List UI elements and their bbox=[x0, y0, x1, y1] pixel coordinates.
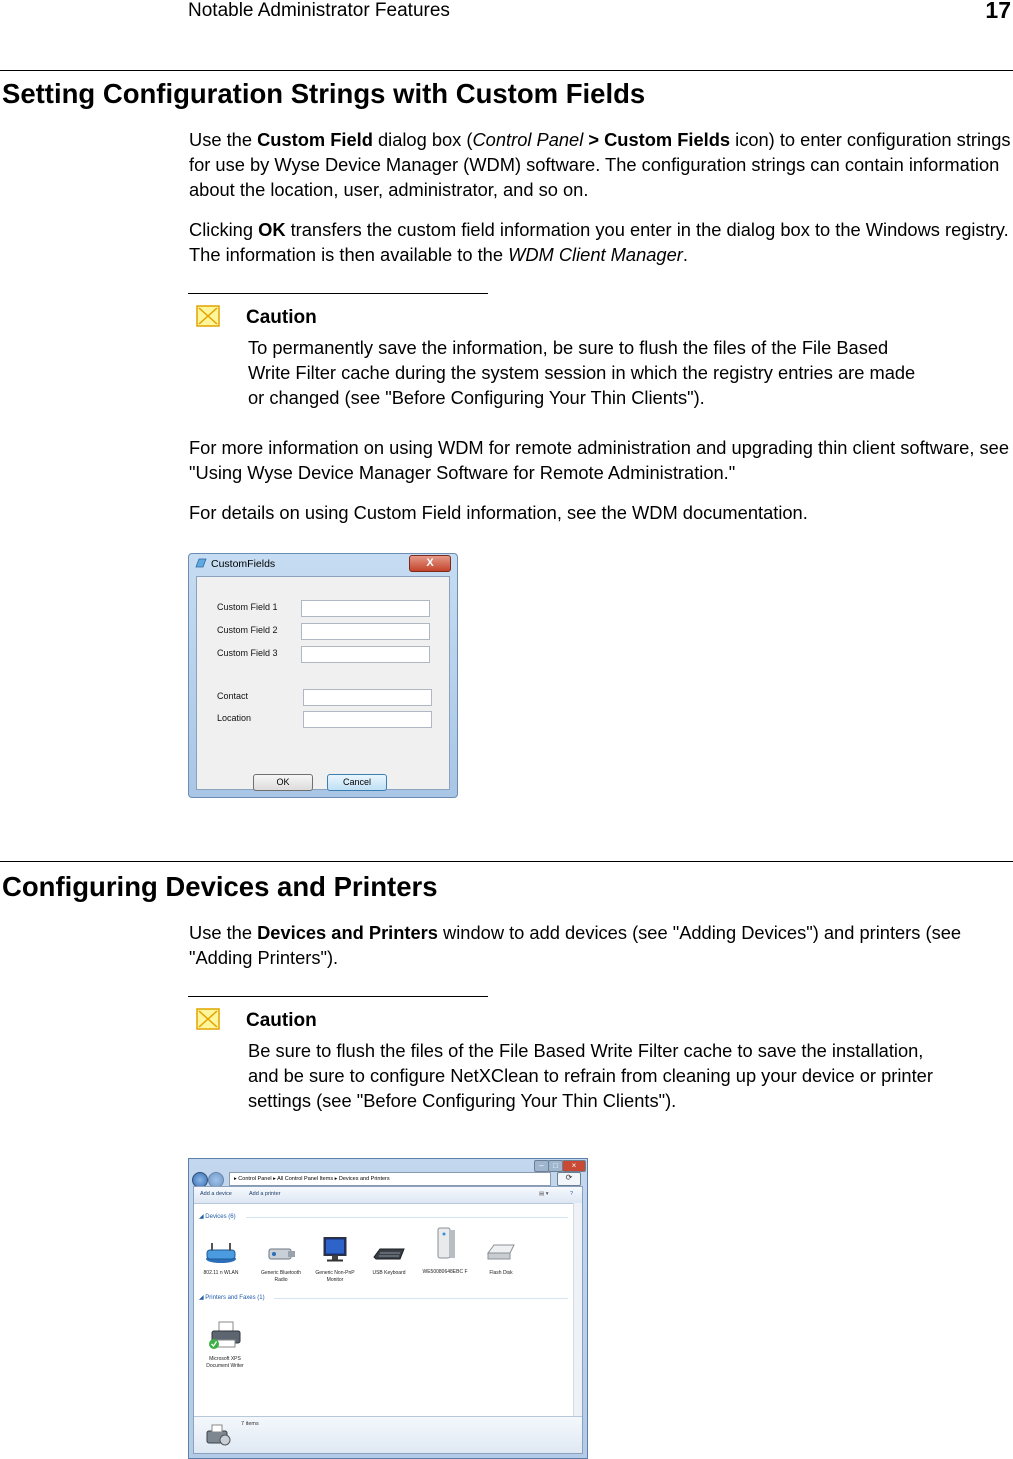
add-device-button[interactable]: Add a device bbox=[200, 1191, 232, 1197]
address-bar[interactable]: ▸ Control Panel ▸ All Control Panel Items ▸ Devices and Printers bbox=[229, 1172, 551, 1186]
status-bar bbox=[194, 1416, 582, 1453]
device-label: 802.11 n WLAN bbox=[203, 1270, 239, 1276]
printer-icon bbox=[208, 1319, 242, 1351]
caution-text: To permanently save the information, be sure to flush the files of the File Based Write Filter cache during the system session in which the registry entries are made or changed (see "Before Configuring Your Thin Clients"). bbox=[248, 337, 916, 408]
devices-printers-icon bbox=[204, 1421, 232, 1449]
field-label-contact: Contact bbox=[217, 691, 249, 701]
paragraph-wdm-docs: For details on using Custom Field information, see the WDM documentation. bbox=[189, 502, 808, 523]
command-bar bbox=[194, 1187, 582, 1204]
device-usb-keyboard[interactable] bbox=[366, 1239, 412, 1277]
flash-disk-icon bbox=[484, 1239, 518, 1265]
item-count: 7 items bbox=[241, 1421, 259, 1427]
dialog-title bbox=[195, 558, 275, 570]
text-run: icon) to enter configuration strings for use by Wyse Device Manager (WDM) software. The configuration strings can contain information about the location, user, administrator, and so on. bbox=[189, 129, 1011, 200]
custom-field-3-input[interactable] bbox=[301, 646, 430, 663]
keyboard-icon bbox=[372, 1239, 406, 1265]
custom-field-1-input[interactable] bbox=[301, 600, 430, 617]
device-monitor[interactable] bbox=[312, 1234, 358, 1284]
text-run-italic: WDM Client Manager bbox=[508, 244, 683, 265]
paragraph-devices-intro bbox=[189, 920, 1011, 970]
paragraph-wdm-info: For more information on using WDM for remote administration and upgrading thin client software, see "Using Wyse Device Manager Software for Remote Administration." bbox=[189, 437, 1009, 483]
devices-group-label: Devices (6) bbox=[205, 1214, 236, 1220]
caution-label: Caution bbox=[246, 1010, 317, 1031]
router-icon bbox=[204, 1239, 238, 1265]
caution-label: Caution bbox=[246, 307, 317, 328]
printer-label: Microsoft XPS Document Writer bbox=[206, 1356, 244, 1369]
device-label: Generic Bluetooth Radio bbox=[260, 1270, 302, 1283]
cancel-button[interactable]: Cancel bbox=[327, 774, 387, 791]
text-run: transfers the custom field information you enter in the dialog box to the Windows registry. The information is then available to the bbox=[189, 219, 1009, 265]
contact-input[interactable] bbox=[303, 689, 432, 706]
group-divider bbox=[246, 1217, 568, 1218]
add-printer-button[interactable]: Add a printer bbox=[249, 1191, 281, 1197]
monitor-icon bbox=[318, 1234, 352, 1265]
paragraph-custom-field-intro bbox=[189, 127, 1011, 202]
custom-field-2-input[interactable] bbox=[301, 623, 430, 640]
field-label-custom-2: Custom Field 2 bbox=[217, 625, 278, 635]
device-bluetooth[interactable] bbox=[258, 1239, 304, 1284]
minimize-button[interactable]: – bbox=[534, 1160, 549, 1172]
section-divider bbox=[0, 70, 1013, 71]
running-header-title: Notable Administrator Features bbox=[188, 0, 450, 21]
caution-icon bbox=[196, 305, 220, 327]
device-flash-disk[interactable] bbox=[478, 1239, 524, 1277]
caution-rule bbox=[188, 293, 488, 294]
device-thin-client[interactable] bbox=[422, 1224, 468, 1276]
dialog-title-text: CustomFields bbox=[211, 558, 276, 570]
text-run-bold: OK bbox=[258, 219, 286, 240]
text-run: Use the bbox=[189, 129, 258, 150]
text-run-italic: Control Panel bbox=[472, 129, 584, 150]
window-content bbox=[193, 1186, 583, 1454]
text-run: . bbox=[682, 244, 688, 265]
device-label: Generic Non-PnP Monitor bbox=[315, 1270, 355, 1283]
dialog-body bbox=[196, 576, 450, 790]
ok-button[interactable]: OK bbox=[253, 774, 313, 791]
devices-and-printers-window bbox=[188, 1158, 588, 1459]
help-icon[interactable]: ? bbox=[570, 1191, 574, 1197]
devices-group-header[interactable]: ◢ Devices (6) bbox=[199, 1214, 236, 1220]
close-button[interactable]: × bbox=[562, 1160, 586, 1172]
device-label: USB Keyboard bbox=[372, 1270, 406, 1276]
bluetooth-radio-icon bbox=[264, 1239, 298, 1265]
text-run: dialog box ( bbox=[372, 129, 473, 150]
view-options-icon[interactable]: ▤ ▾ bbox=[539, 1191, 549, 1197]
caution-text: Be sure to flush the files of the File Based Write Filter cache to save the installation, and be sure to configure NetXClean to refrain from cleaning up your device or printer settings (see "Before Configuring Your Thin Clients"). bbox=[248, 1040, 933, 1111]
page-number: 17 bbox=[985, 0, 1011, 23]
section-heading-devices-printers: Configuring Devices and Printers bbox=[2, 871, 438, 902]
text-run: Clicking bbox=[189, 219, 259, 240]
device-label: Flash Disk bbox=[489, 1270, 513, 1276]
field-label-custom-3: Custom Field 3 bbox=[217, 648, 278, 658]
printers-group-label: Printers and Faxes (1) bbox=[205, 1295, 265, 1301]
text-run: Use the bbox=[189, 922, 258, 943]
caution-rule bbox=[188, 996, 488, 997]
device-wlan[interactable] bbox=[198, 1239, 244, 1277]
printer-xps[interactable] bbox=[202, 1319, 248, 1370]
thin-client-icon bbox=[428, 1224, 462, 1264]
section-heading-custom-fields: Setting Configuration Strings with Custom Fields bbox=[2, 78, 646, 109]
paragraph-clicking-ok bbox=[189, 217, 1011, 267]
close-button[interactable]: X bbox=[409, 555, 451, 572]
custom-fields-dialog bbox=[188, 553, 458, 798]
caution-icon bbox=[196, 1008, 220, 1030]
location-input[interactable] bbox=[303, 711, 432, 728]
section-divider bbox=[0, 861, 1013, 862]
group-divider bbox=[274, 1298, 568, 1299]
text-run-bold: > Custom Fields bbox=[583, 129, 731, 150]
maximize-button[interactable]: □ bbox=[548, 1160, 563, 1172]
field-label-custom-1: Custom Field 1 bbox=[217, 602, 278, 612]
device-label: WE50080648EBC F bbox=[422, 1269, 468, 1275]
text-run-bold: Custom Field bbox=[257, 129, 373, 150]
field-label-location: Location bbox=[217, 713, 252, 723]
search-box[interactable]: ⟳ bbox=[557, 1172, 581, 1186]
text-run-bold: Devices and Printers bbox=[257, 922, 438, 943]
text-run: window to add devices (see "Adding Devices") and printers (see "Adding Printers"). bbox=[189, 922, 962, 968]
printers-group-header[interactable]: ◢ Printers and Faxes (1) bbox=[199, 1295, 265, 1301]
vertical-scrollbar[interactable] bbox=[573, 1203, 582, 1417]
custom-fields-icon bbox=[195, 558, 207, 568]
